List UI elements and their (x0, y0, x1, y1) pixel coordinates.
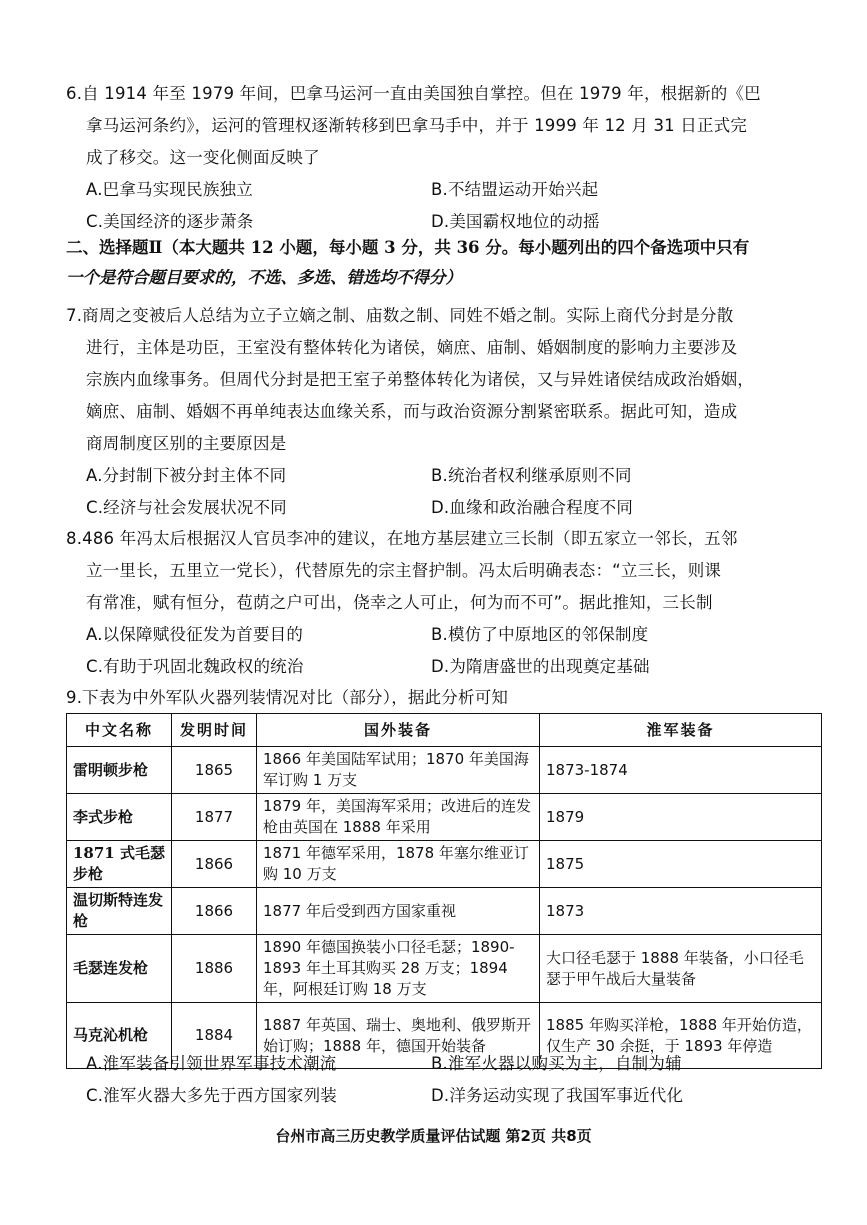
cell-huai: 1875 (540, 841, 822, 888)
option-a: A.以保障赋役征发为首要目的 (86, 625, 304, 644)
cell-huai: 1873-1874 (540, 747, 822, 794)
question-8 (66, 523, 823, 683)
question-7-line: 进行，主体是功臣，王室没有整体转化为诸侯，嫡庶、庙制、婚姻制度的影响力主要涉及 (86, 338, 738, 357)
cell-foreign: 1871 年德军采用，1878 年塞尔维亚订购 10 万支 (257, 841, 540, 888)
option-a: A.分封制下被分封主体不同 (86, 466, 287, 485)
firearms-table (66, 713, 822, 1069)
header-year: 发明时间 (172, 714, 257, 747)
question-7-line: 嫡庶、庙制、婚姻不再单纯表达血缘关系，而与政治资源分割紧密联系。据此可知，造成 (86, 402, 738, 421)
option-b: B.不结盟运动开始兴起 (431, 180, 599, 199)
section-2-note: 一个是符合题目要求的，不选、多选、错选均不得分） (66, 268, 462, 287)
option-d: D.血缘和政治融合程度不同 (431, 498, 634, 517)
cell-year: 1866 (172, 841, 257, 888)
option-a: A.淮军装备引领世界军事技术潮流 (86, 1054, 337, 1073)
option-c: C.经济与社会发展状况不同 (86, 498, 287, 517)
question-6-line: 成了移交。这一变化侧面反映了 (86, 148, 320, 167)
option-a: A.巴拿马实现民族独立 (86, 180, 253, 199)
question-7-line: 宗族内血缘事务。但周代分封是把王室子弟整体转化为诸侯，又与异姓诸侯结成政治婚姻， (86, 370, 754, 389)
header-huai: 淮军装备 (540, 714, 822, 747)
table-row (67, 841, 822, 888)
table-row (67, 888, 822, 935)
cell-foreign: 1879 年，美国海军采用；改进后的连发枪由英国在 1888 年采用 (257, 794, 540, 841)
option-b: B.模仿了中原地区的邻保制度 (431, 625, 649, 644)
section-2-title: 二、选择题Ⅱ（本大题共 12 小题，每小题 3 分，共 36 分。每小题列出的四个备选项中只有 (66, 238, 750, 257)
question-9-options (66, 1048, 823, 1112)
cell-name: 李式步枪 (67, 794, 172, 841)
cell-year: 1886 (172, 935, 257, 1003)
question-6-options (66, 174, 823, 238)
cell-huai: 1879 (540, 794, 822, 841)
cell-huai: 1873 (540, 888, 822, 935)
cell-name: 温切斯特连发枪 (67, 888, 172, 935)
cell-year: 1866 (172, 888, 257, 935)
question-9 (66, 682, 823, 714)
cell-name: 1871 式毛瑟步枪 (67, 841, 172, 888)
cell-huai: 大口径毛瑟于 1888 年装备，小口径毛瑟于甲午战后大量装备 (540, 935, 822, 1003)
question-7 (66, 300, 823, 524)
cell-year: 1865 (172, 747, 257, 794)
question-7-stem: 7.商周之变被后人总结为立子立嫡之制、庙数之制、同姓不婚之制。实际上商代分封是分散 (66, 306, 734, 325)
option-c: C.有助于巩固北魏政权的统治 (86, 657, 304, 676)
option-c: C.美国经济的逐步萧条 (86, 212, 254, 231)
table-row (67, 747, 822, 794)
section-2-header (66, 233, 823, 293)
question-9-options-block (66, 1048, 823, 1112)
cell-year: 1877 (172, 794, 257, 841)
option-d: D.洋务运动实现了我国军事近代化 (431, 1086, 684, 1105)
option-d: D.美国霸权地位的动摇 (431, 212, 600, 231)
table-header-row (67, 714, 822, 747)
cell-foreign: 1887 年英国、瑞士、奥地利、俄罗斯开始订购；1888 年，德国开始装备 (257, 1003, 540, 1069)
question-7-line: 商周制度区别的主要原因是 (86, 434, 287, 453)
cell-foreign: 1866 年美国陆军试用；1870 年美国海军订购 1 万支 (257, 747, 540, 794)
question-6-line: 拿马运河条约》，运河的管理权逐渐转移到巴拿马手中，并于 1999 年 12 月 31 日正式完 (86, 116, 748, 135)
cell-name: 雷明顿步枪 (67, 747, 172, 794)
option-c: C.淮军火器大多先于西方国家列装 (86, 1086, 337, 1105)
question-8-stem: 8.486 年冯太后根据汉人官员李冲的建议，在地方基层建立三长制（即五家立一邻长，五邻 (66, 529, 738, 548)
question-6 (66, 78, 823, 238)
page-footer: 台州市高三历史教学质量评估试题 第2页 共8页 (275, 1127, 592, 1145)
cell-foreign: 1890 年德国换装小口径毛瑟；1890-1893 年土耳其购买 28 万支；1894 年，阿根廷订购 18 万支 (257, 935, 540, 1003)
cell-huai: 1885 年购买洋枪，1888 年开始仿造，仅生产 30 余挺，于 1893 年停造 (540, 1003, 822, 1069)
question-8-options (66, 619, 823, 683)
option-b: B.淮军火器以购买为主，自制为辅 (431, 1054, 682, 1073)
table-row (67, 935, 822, 1003)
question-8-line: 立一里长，五里立一党长），代替原先的宗主督护制。冯太后明确表态：“立三长，则课 (86, 561, 722, 580)
question-8-line: 有常准，赋有恒分，苞荫之户可出，侥幸之人可止，何为而不可”。据此推知，三长制 (86, 593, 713, 612)
cell-year: 1884 (172, 1003, 257, 1069)
option-b: B.统治者权利继承原则不同 (431, 466, 632, 485)
cell-foreign: 1877 年后受到西方国家重视 (257, 888, 540, 935)
option-d: D.为隋唐盛世的出现奠定基础 (431, 657, 650, 676)
question-6-stem: 6.自 1914 年至 1979 年间，巴拿马运河一直由美国独自掌控。但在 1979 年，根据新的《巴 (66, 84, 761, 103)
question-7-options (66, 460, 823, 524)
question-9-stem: 9.下表为中外军队火器列装情况对比（部分），据此分析可知 (66, 688, 509, 707)
header-name: 中文名称 (67, 714, 172, 747)
cell-name: 马克沁机枪 (67, 1003, 172, 1069)
cell-name: 毛瑟连发枪 (67, 935, 172, 1003)
header-foreign: 国外装备 (257, 714, 540, 747)
table-row (67, 794, 822, 841)
